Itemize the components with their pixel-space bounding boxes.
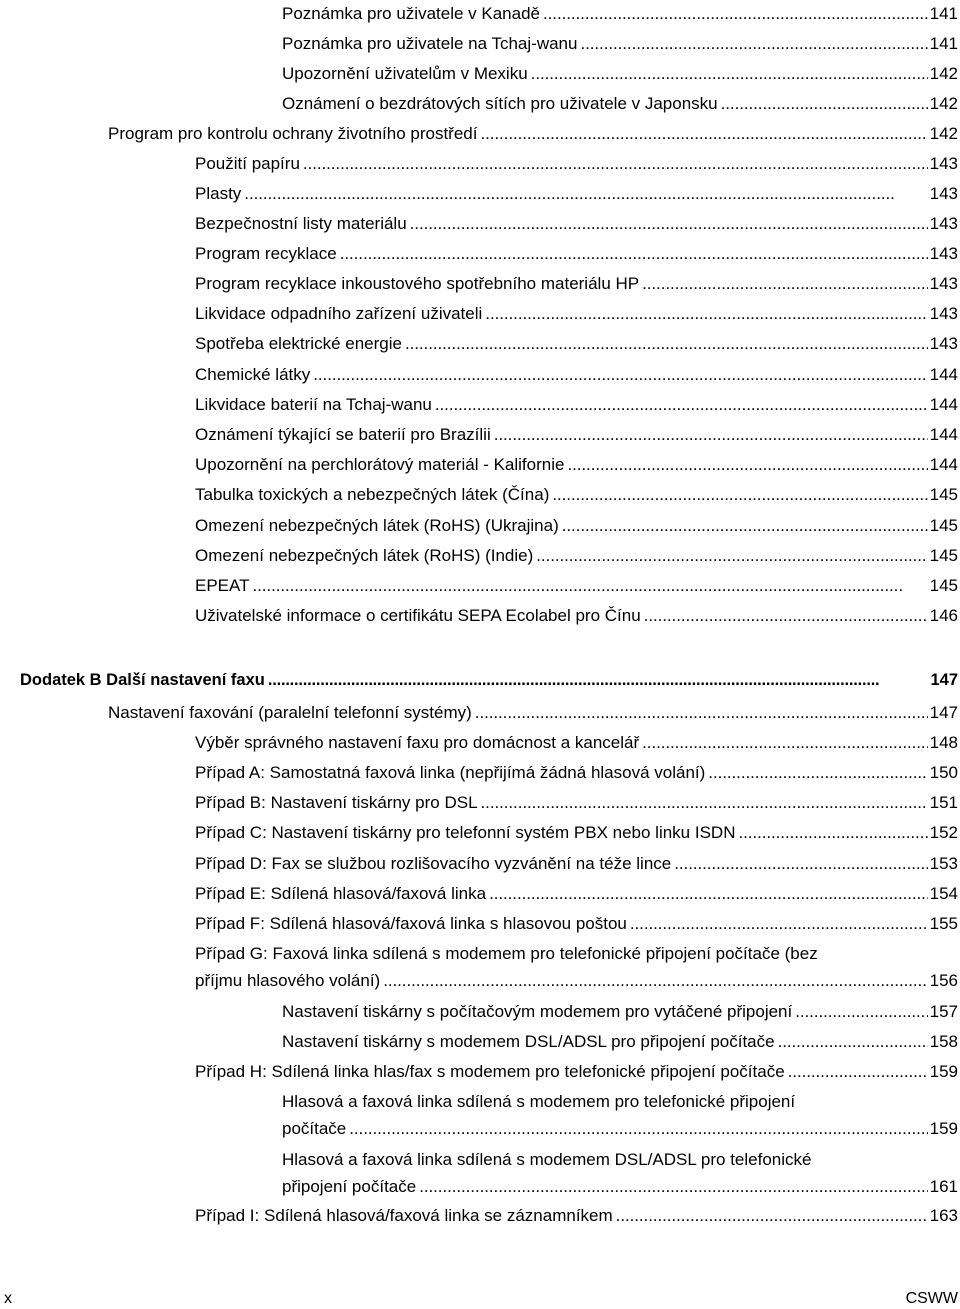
toc-entry-title: Hlasová a faxová linka sdílená s modemem pro telefonické připojení (282, 1092, 796, 1111)
toc-entry[interactable] (282, 1146, 958, 1200)
toc-entry-page: 143 (929, 214, 958, 233)
toc-entry-title: Případ A: Samostatná faxová linka (nepřijímá žádná hlasová volání) (195, 763, 706, 782)
dot-leader (340, 240, 928, 267)
toc-entry-title: Oznámení o bezdrátových sítích pro uživatele v Japonsku (282, 94, 718, 113)
footer-label: CSWW (905, 1290, 958, 1307)
dot-leader (410, 210, 928, 237)
dot-leader (405, 330, 928, 357)
dot-leader (616, 1202, 928, 1229)
toc-entry-page: 143 (929, 154, 958, 173)
toc-entry-page: 143 (929, 244, 958, 263)
toc-entry-page: 148 (929, 733, 958, 752)
toc-entry-title: Dodatek B Další nastavení faxu (20, 671, 265, 689)
toc-entry-page: 153 (929, 854, 958, 873)
toc-entry-page: 141 (929, 34, 958, 53)
toc-entry-page: 144 (929, 395, 958, 414)
toc-entry-title: Případ I: Sdílená hlasová/faxová linka se záznamníkem (195, 1206, 613, 1225)
toc-entry-title: Nastavení tiskárny s modemem DSL/ADSL pro připojení počítače (282, 1032, 775, 1051)
toc-entry-page: 152 (929, 823, 958, 842)
dot-leader (644, 602, 928, 629)
dot-leader (708, 759, 927, 786)
dot-leader (244, 180, 927, 207)
dot-leader (543, 0, 928, 27)
toc-entry-title: Spotřeba elektrické energie (195, 334, 402, 353)
toc-entry[interactable] (282, 90, 958, 117)
toc-entry-page: 151 (929, 793, 958, 812)
toc-entry-title: Nastavení faxování (paralelní telefonní systémy) (108, 703, 472, 722)
toc-entry[interactable] (195, 361, 958, 388)
toc-entry-page: 142 (929, 124, 958, 143)
toc-entry[interactable] (195, 729, 958, 756)
toc-entry[interactable] (195, 789, 958, 816)
toc-entry[interactable] (195, 300, 958, 327)
toc-entry-title: Případ G: Faxová linka sdílená s modemem pro telefonické připojení počítače (bez (195, 944, 818, 963)
toc-entry-page: 142 (929, 64, 958, 83)
toc-entry-title: Upozornění uživatelům v Mexiku (282, 64, 528, 83)
toc-entry[interactable] (195, 940, 958, 994)
toc-entry-title-continued: příjmu hlasového volání) (195, 971, 381, 990)
toc-chapter-entry[interactable] (20, 667, 958, 694)
dot-leader (383, 967, 927, 994)
dot-leader (435, 391, 928, 418)
toc-entry-page: 143 (929, 274, 958, 293)
dot-leader (485, 300, 927, 327)
toc-entry-title: Případ D: Fax se službou rozlišovacího vyzvánění na téže lince (195, 854, 672, 873)
toc-entry-title: Poznámka pro uživatele na Tchaj-wanu (282, 34, 578, 53)
dot-leader (480, 120, 927, 147)
toc-entry[interactable] (195, 451, 958, 478)
toc-entry-title: Použití papíru (195, 154, 300, 173)
dot-leader (580, 30, 927, 57)
toc-entry[interactable] (195, 542, 958, 569)
toc-entry-page: 144 (929, 365, 958, 384)
toc-entry-title: Program pro kontrolu ochrany životního prostředí (108, 124, 478, 143)
toc-entry-title: Omezení nebezpečných látek (RoHS) (Ukrajina) (195, 516, 559, 535)
dot-leader (481, 789, 928, 816)
toc-entry[interactable] (195, 180, 958, 207)
toc-entry[interactable] (195, 880, 958, 907)
toc-entry-title: Likvidace baterií na Tchaj-wanu (195, 395, 432, 414)
toc-entry-page: 143 (929, 334, 958, 353)
toc-entry[interactable] (195, 910, 958, 937)
toc-entry[interactable] (195, 1202, 958, 1229)
page-number: x (4, 1290, 12, 1307)
dot-leader (567, 451, 927, 478)
dot-leader (630, 910, 928, 937)
dot-leader (531, 60, 928, 87)
toc-entry-page: 163 (929, 1206, 958, 1225)
toc-entry[interactable] (195, 1058, 958, 1085)
toc-entry-title: Omezení nebezpečných látek (RoHS) (Indie) (195, 546, 534, 565)
dot-leader (788, 1058, 928, 1085)
toc-entry-page: 156 (929, 971, 958, 990)
dot-leader (489, 880, 928, 907)
toc-entry-page: 144 (929, 455, 958, 474)
dot-leader (795, 998, 927, 1025)
toc-entry-title-continued: počítače (282, 1119, 347, 1138)
toc-entry-title: Program recyklace (195, 244, 337, 263)
toc-entry[interactable] (195, 572, 958, 599)
toc-entry-title: Uživatelské informace o certifikátu SEPA Ecolabel pro Čínu (195, 606, 641, 625)
toc-entry[interactable] (282, 1088, 958, 1142)
toc-entry-page: 155 (929, 914, 958, 933)
toc-entry[interactable] (195, 270, 958, 297)
dot-leader (313, 361, 927, 388)
toc-entry-page: 142 (929, 94, 958, 113)
toc-entry[interactable] (195, 602, 958, 629)
toc-entry[interactable] (195, 481, 958, 508)
toc-entry-page: 145 (929, 546, 958, 565)
toc-entry[interactable] (195, 421, 958, 448)
dot-leader (303, 150, 928, 177)
toc-entry-page: 159 (929, 1062, 958, 1081)
toc-entry[interactable] (195, 391, 958, 418)
toc-entry-title: Oznámení týkající se baterií pro Brazílii (195, 425, 491, 444)
toc-entry[interactable] (108, 699, 958, 726)
toc-entry-title: Případ B: Nastavení tiskárny pro DSL (195, 793, 478, 812)
toc-entry-page: 141 (929, 4, 958, 23)
toc-entry[interactable] (282, 1028, 958, 1055)
toc-entry-page: 143 (929, 304, 958, 323)
dot-leader (562, 512, 928, 539)
dot-leader (475, 699, 928, 726)
toc-entry[interactable] (282, 0, 958, 27)
toc-entry-title: Tabulka toxických a nebezpečných látek (Čína) (195, 485, 550, 504)
toc-entry-title: Chemické látky (195, 365, 311, 384)
toc-entry-page: 150 (929, 763, 958, 782)
dot-leader (738, 819, 927, 846)
dot-leader (349, 1115, 927, 1142)
toc-entry[interactable] (282, 30, 958, 57)
toc-entry-title: EPEAT (195, 576, 250, 595)
toc-entry[interactable] (195, 759, 958, 786)
dot-leader (642, 729, 927, 756)
toc-entry-title: Případ E: Sdílená hlasová/faxová linka (195, 884, 487, 903)
dot-leader (674, 850, 927, 877)
toc-entry-page: 145 (929, 516, 958, 535)
toc-entry-page: 146 (929, 606, 958, 625)
toc-entry-page: 154 (929, 884, 958, 903)
dot-leader (419, 1173, 927, 1200)
toc-entry[interactable] (282, 60, 958, 87)
toc-entry[interactable] (195, 330, 958, 357)
toc-entry-title-continued: připojení počítače (282, 1177, 417, 1196)
dot-leader (536, 542, 927, 569)
toc-entry[interactable] (195, 240, 958, 267)
toc-entry-page: 143 (929, 184, 958, 203)
toc-entry-page: 158 (929, 1032, 958, 1051)
toc-entry-title: Výběr správného nastavení faxu pro domácnost a kancelář (195, 733, 640, 752)
toc-entry-title: Hlasová a faxová linka sdílená s modemem DSL/ADSL pro telefonické (282, 1150, 812, 1169)
toc-entry-page: 144 (929, 425, 958, 444)
toc-entry-title: Případ F: Sdílená hlasová/faxová linka s hlasovou poštou (195, 914, 627, 933)
toc-entry-title: Případ C: Nastavení tiskárny pro telefonní systém PBX nebo linku ISDN (195, 823, 736, 842)
toc-entry[interactable] (282, 998, 958, 1025)
toc-entry-title: Plasty (195, 184, 242, 203)
dot-leader (268, 667, 929, 694)
toc-entry-title: Upozornění na perchlorátový materiál - Kalifornie (195, 455, 565, 474)
toc-entry[interactable] (195, 150, 958, 177)
toc-entry-title: Bezpečnostní listy materiálu (195, 214, 407, 233)
toc-entry-title: Případ H: Sdílená linka hlas/fax s modemem pro telefonické připojení počítače (195, 1062, 785, 1081)
toc-entry[interactable] (195, 819, 958, 846)
toc-entry-title: Likvidace odpadního zařízení uživateli (195, 304, 483, 323)
toc-entry-page: 145 (929, 576, 958, 595)
dot-leader (552, 481, 927, 508)
dot-leader (642, 270, 928, 297)
toc-entry-title: Poznámka pro uživatele v Kanadě (282, 4, 540, 23)
dot-leader (252, 572, 927, 599)
toc-entry-page: 145 (929, 485, 958, 504)
toc-entry[interactable] (195, 210, 958, 237)
toc-entry-page: 147 (930, 671, 958, 689)
toc-entry-title: Program recyklace inkoustového spotřebního materiálu HP (195, 274, 640, 293)
dot-leader (494, 421, 928, 448)
toc-entry-page: 159 (929, 1119, 958, 1138)
toc-entry-title: Nastavení tiskárny s počítačovým modemem pro vytáčené připojení (282, 1002, 793, 1021)
toc-entry[interactable] (195, 850, 958, 877)
toc-entry-page: 147 (929, 703, 958, 722)
toc-entry[interactable] (108, 120, 958, 147)
toc-entry-page: 161 (929, 1177, 958, 1196)
toc-entry-page: 157 (929, 1002, 958, 1021)
dot-leader (778, 1028, 928, 1055)
toc-entry[interactable] (195, 512, 958, 539)
dot-leader (721, 90, 928, 117)
